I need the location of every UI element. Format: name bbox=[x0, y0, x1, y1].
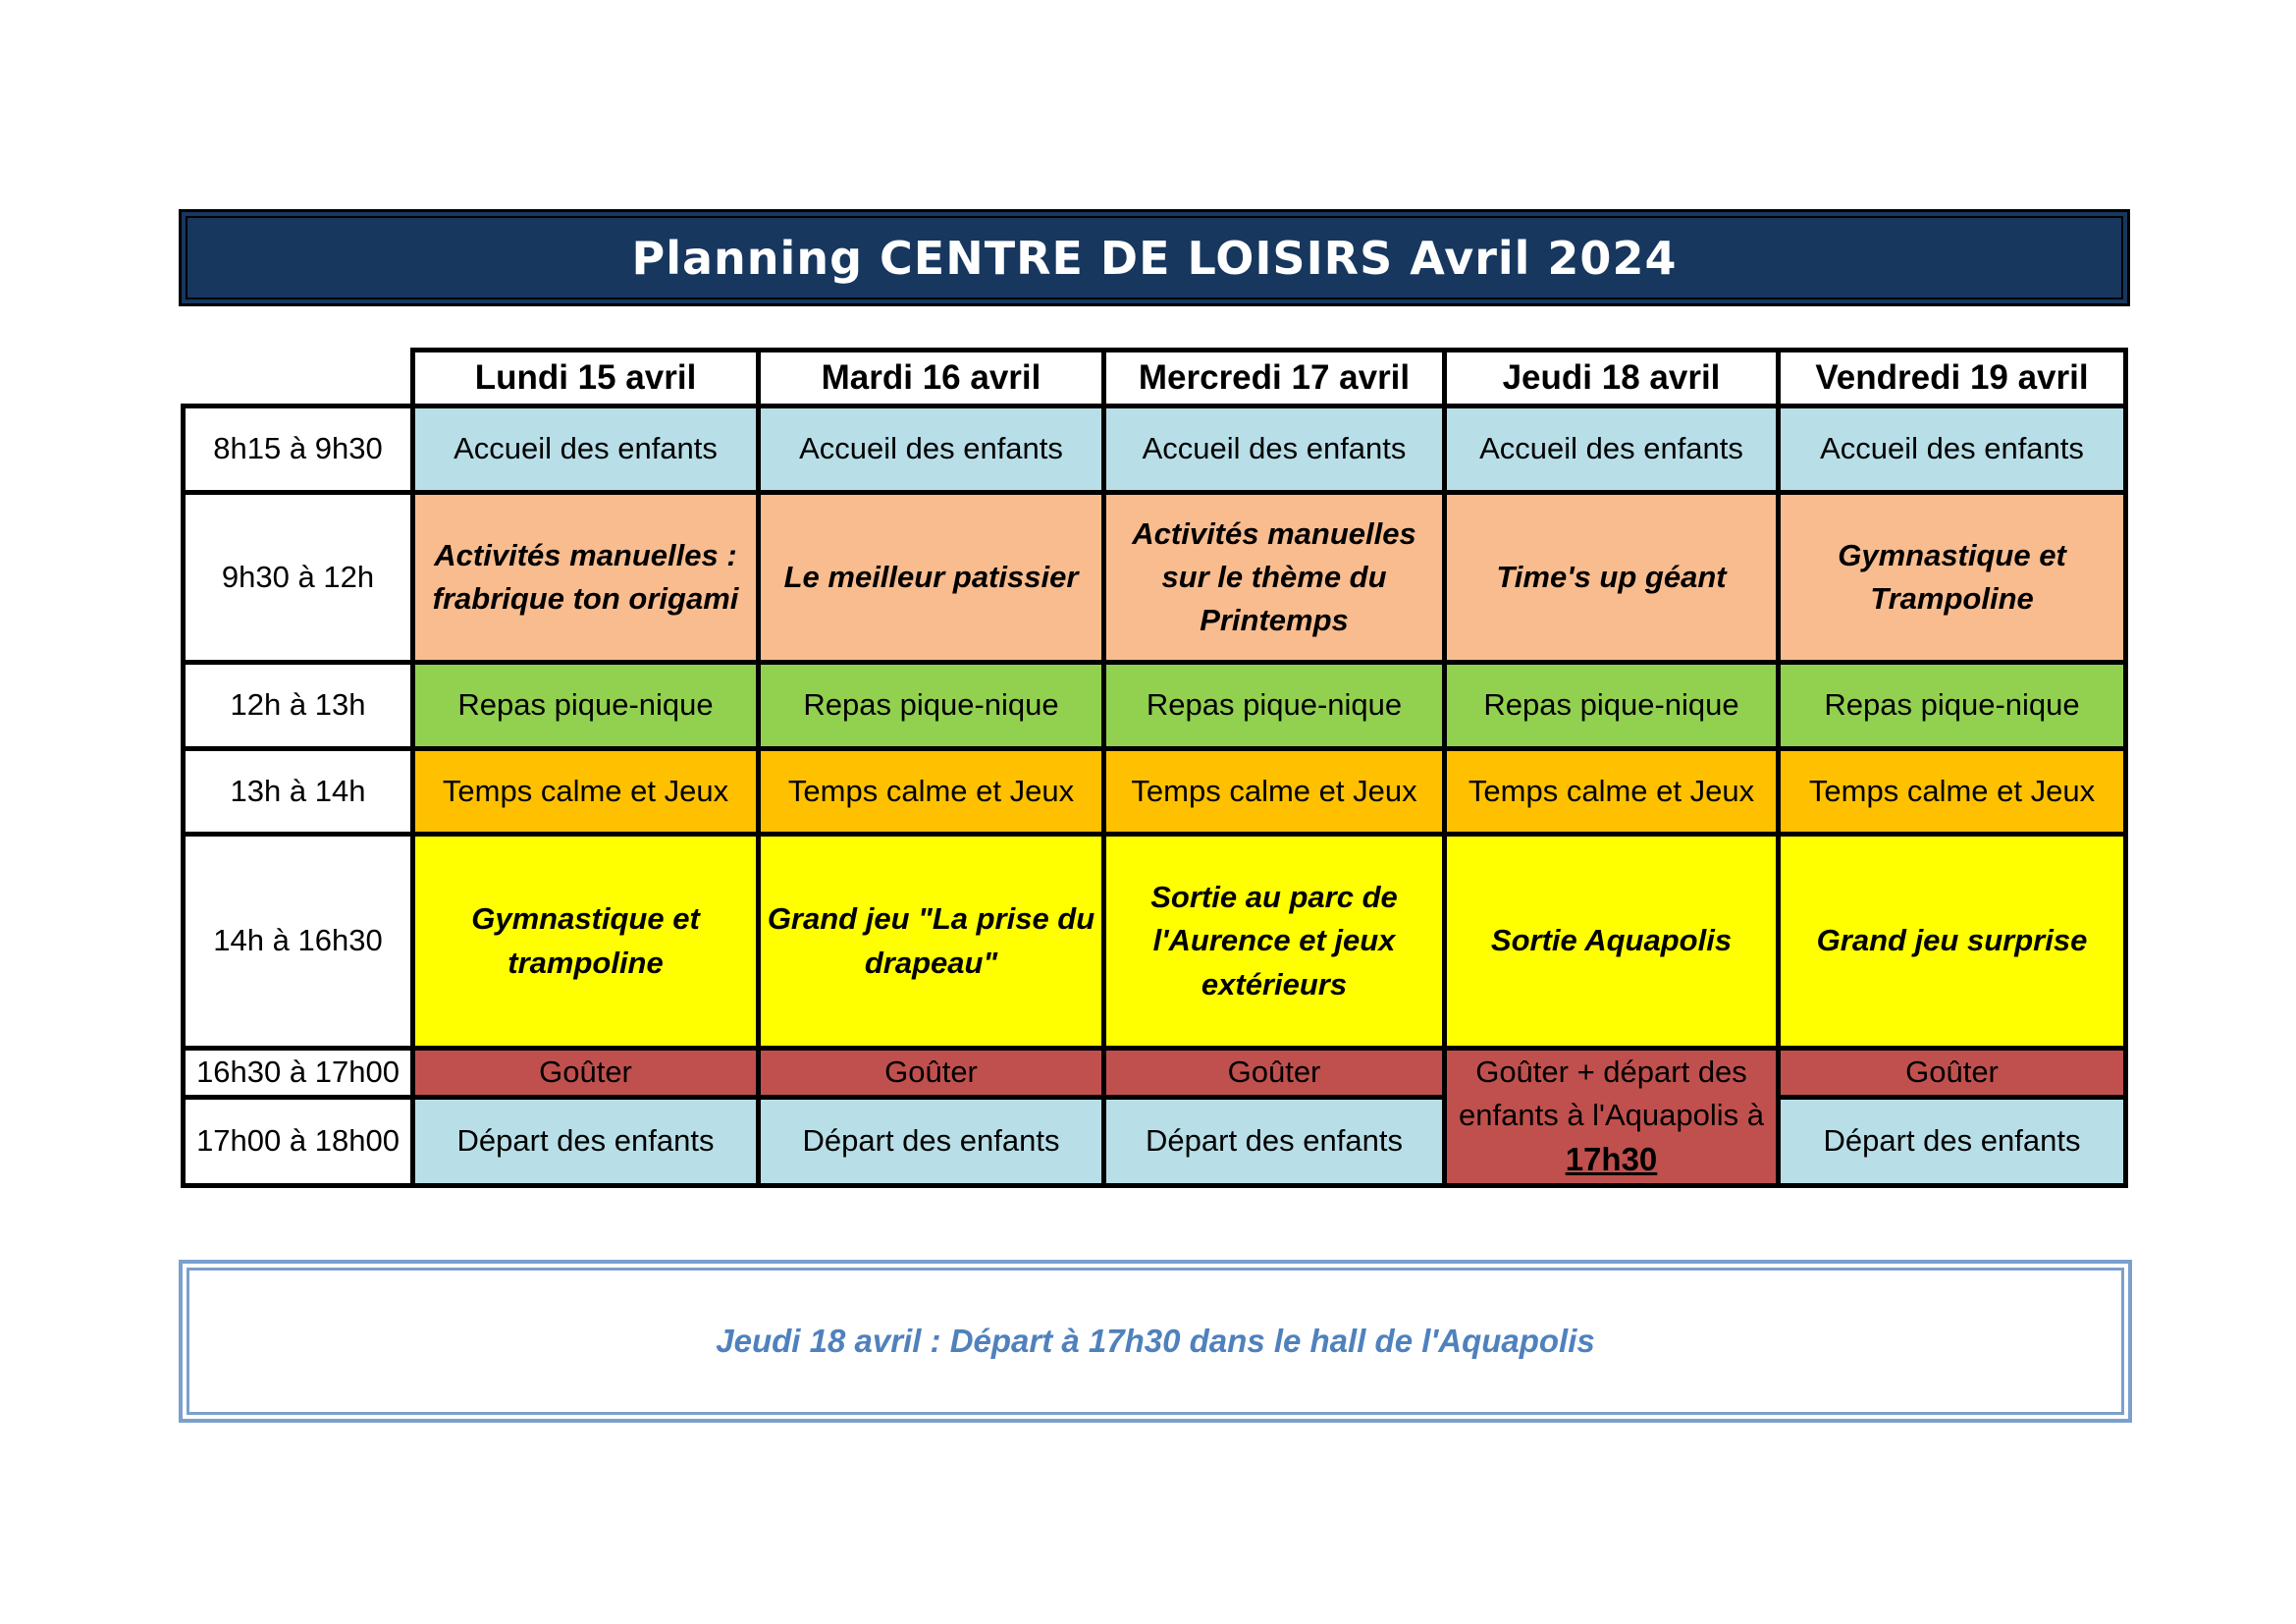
activity-cell: Goûter bbox=[1779, 1049, 2126, 1098]
day-header: Mercredi 17 avril bbox=[1104, 351, 1445, 406]
note-box bbox=[179, 1260, 2132, 1423]
activity-cell: Temps calme et Jeux bbox=[759, 749, 1104, 835]
table-row bbox=[184, 493, 2126, 663]
corner-cell bbox=[184, 351, 413, 406]
activity-cell: Repas pique-nique bbox=[1779, 663, 2126, 749]
activity-cell: Sortie Aquapolis bbox=[1445, 835, 1779, 1049]
activity-cell: Activités manuelles sur le thème du Printemps bbox=[1104, 493, 1445, 663]
table-row bbox=[184, 1049, 2126, 1098]
activity-cell: Accueil des enfants bbox=[759, 406, 1104, 493]
activity-cell: Repas pique-nique bbox=[759, 663, 1104, 749]
schedule-table bbox=[181, 348, 2128, 1188]
page-title: Planning CENTRE DE LOISIRS Avril 2024 bbox=[631, 231, 1678, 285]
table-row bbox=[184, 749, 2126, 835]
table-row bbox=[184, 835, 2126, 1049]
day-header: Jeudi 18 avril bbox=[1445, 351, 1779, 406]
activity-cell: Départ des enfants bbox=[413, 1097, 759, 1185]
activity-cell: Time's up géant bbox=[1445, 493, 1779, 663]
time-slot: 17h00 à 18h00 bbox=[184, 1097, 413, 1185]
activity-cell: Goûter bbox=[759, 1049, 1104, 1098]
thursday-end-cell bbox=[1445, 1049, 1779, 1186]
table-row bbox=[184, 406, 2126, 493]
activity-cell: Goûter bbox=[1104, 1049, 1445, 1098]
activity-cell: Le meilleur patissier bbox=[759, 493, 1104, 663]
activity-cell: Départ des enfants bbox=[1779, 1097, 2126, 1185]
activity-cell: Sortie au parc de l'Aurence et jeux extérieurs bbox=[1104, 835, 1445, 1049]
thursday-end-time: 17h30 bbox=[1565, 1141, 1658, 1178]
activity-cell: Temps calme et Jeux bbox=[1445, 749, 1779, 835]
activity-cell: Repas pique-nique bbox=[413, 663, 759, 749]
activity-cell: Temps calme et Jeux bbox=[413, 749, 759, 835]
activity-cell: Temps calme et Jeux bbox=[1779, 749, 2126, 835]
activity-cell: Grand jeu surprise bbox=[1779, 835, 2126, 1049]
activity-cell: Départ des enfants bbox=[759, 1097, 1104, 1185]
activity-cell: Repas pique-nique bbox=[1445, 663, 1779, 749]
title-banner bbox=[179, 209, 2130, 306]
activity-cell: Accueil des enfants bbox=[1779, 406, 2126, 493]
activity-cell: Activités manuelles : frabrique ton origami bbox=[413, 493, 759, 663]
day-header: Mardi 16 avril bbox=[759, 351, 1104, 406]
header-row bbox=[184, 351, 2126, 406]
activity-cell: Gymnastique et Trampoline bbox=[1779, 493, 2126, 663]
day-header: Lundi 15 avril bbox=[413, 351, 759, 406]
activity-cell: Accueil des enfants bbox=[1445, 406, 1779, 493]
day-header: Vendredi 19 avril bbox=[1779, 351, 2126, 406]
table-row bbox=[184, 663, 2126, 749]
activity-cell: Départ des enfants bbox=[1104, 1097, 1445, 1185]
activity-cell: Accueil des enfants bbox=[413, 406, 759, 493]
time-slot: 9h30 à 12h bbox=[184, 493, 413, 663]
time-slot: 14h à 16h30 bbox=[184, 835, 413, 1049]
time-slot: 12h à 13h bbox=[184, 663, 413, 749]
activity-cell: Gymnastique et trampoline bbox=[413, 835, 759, 1049]
time-slot: 8h15 à 9h30 bbox=[184, 406, 413, 493]
note-text: Jeudi 18 avril : Départ à 17h30 dans le hall de l'Aquapolis bbox=[716, 1323, 1595, 1359]
time-slot: 13h à 14h bbox=[184, 749, 413, 835]
time-slot: 16h30 à 17h00 bbox=[184, 1049, 413, 1098]
table-row bbox=[184, 1097, 2126, 1185]
thursday-end-text: Goûter + départ des enfants à l'Aquapolis à bbox=[1459, 1055, 1764, 1133]
activity-cell: Goûter bbox=[413, 1049, 759, 1098]
activity-cell: Repas pique-nique bbox=[1104, 663, 1445, 749]
activity-cell: Temps calme et Jeux bbox=[1104, 749, 1445, 835]
activity-cell: Accueil des enfants bbox=[1104, 406, 1445, 493]
activity-cell: Grand jeu "La prise du drapeau" bbox=[759, 835, 1104, 1049]
